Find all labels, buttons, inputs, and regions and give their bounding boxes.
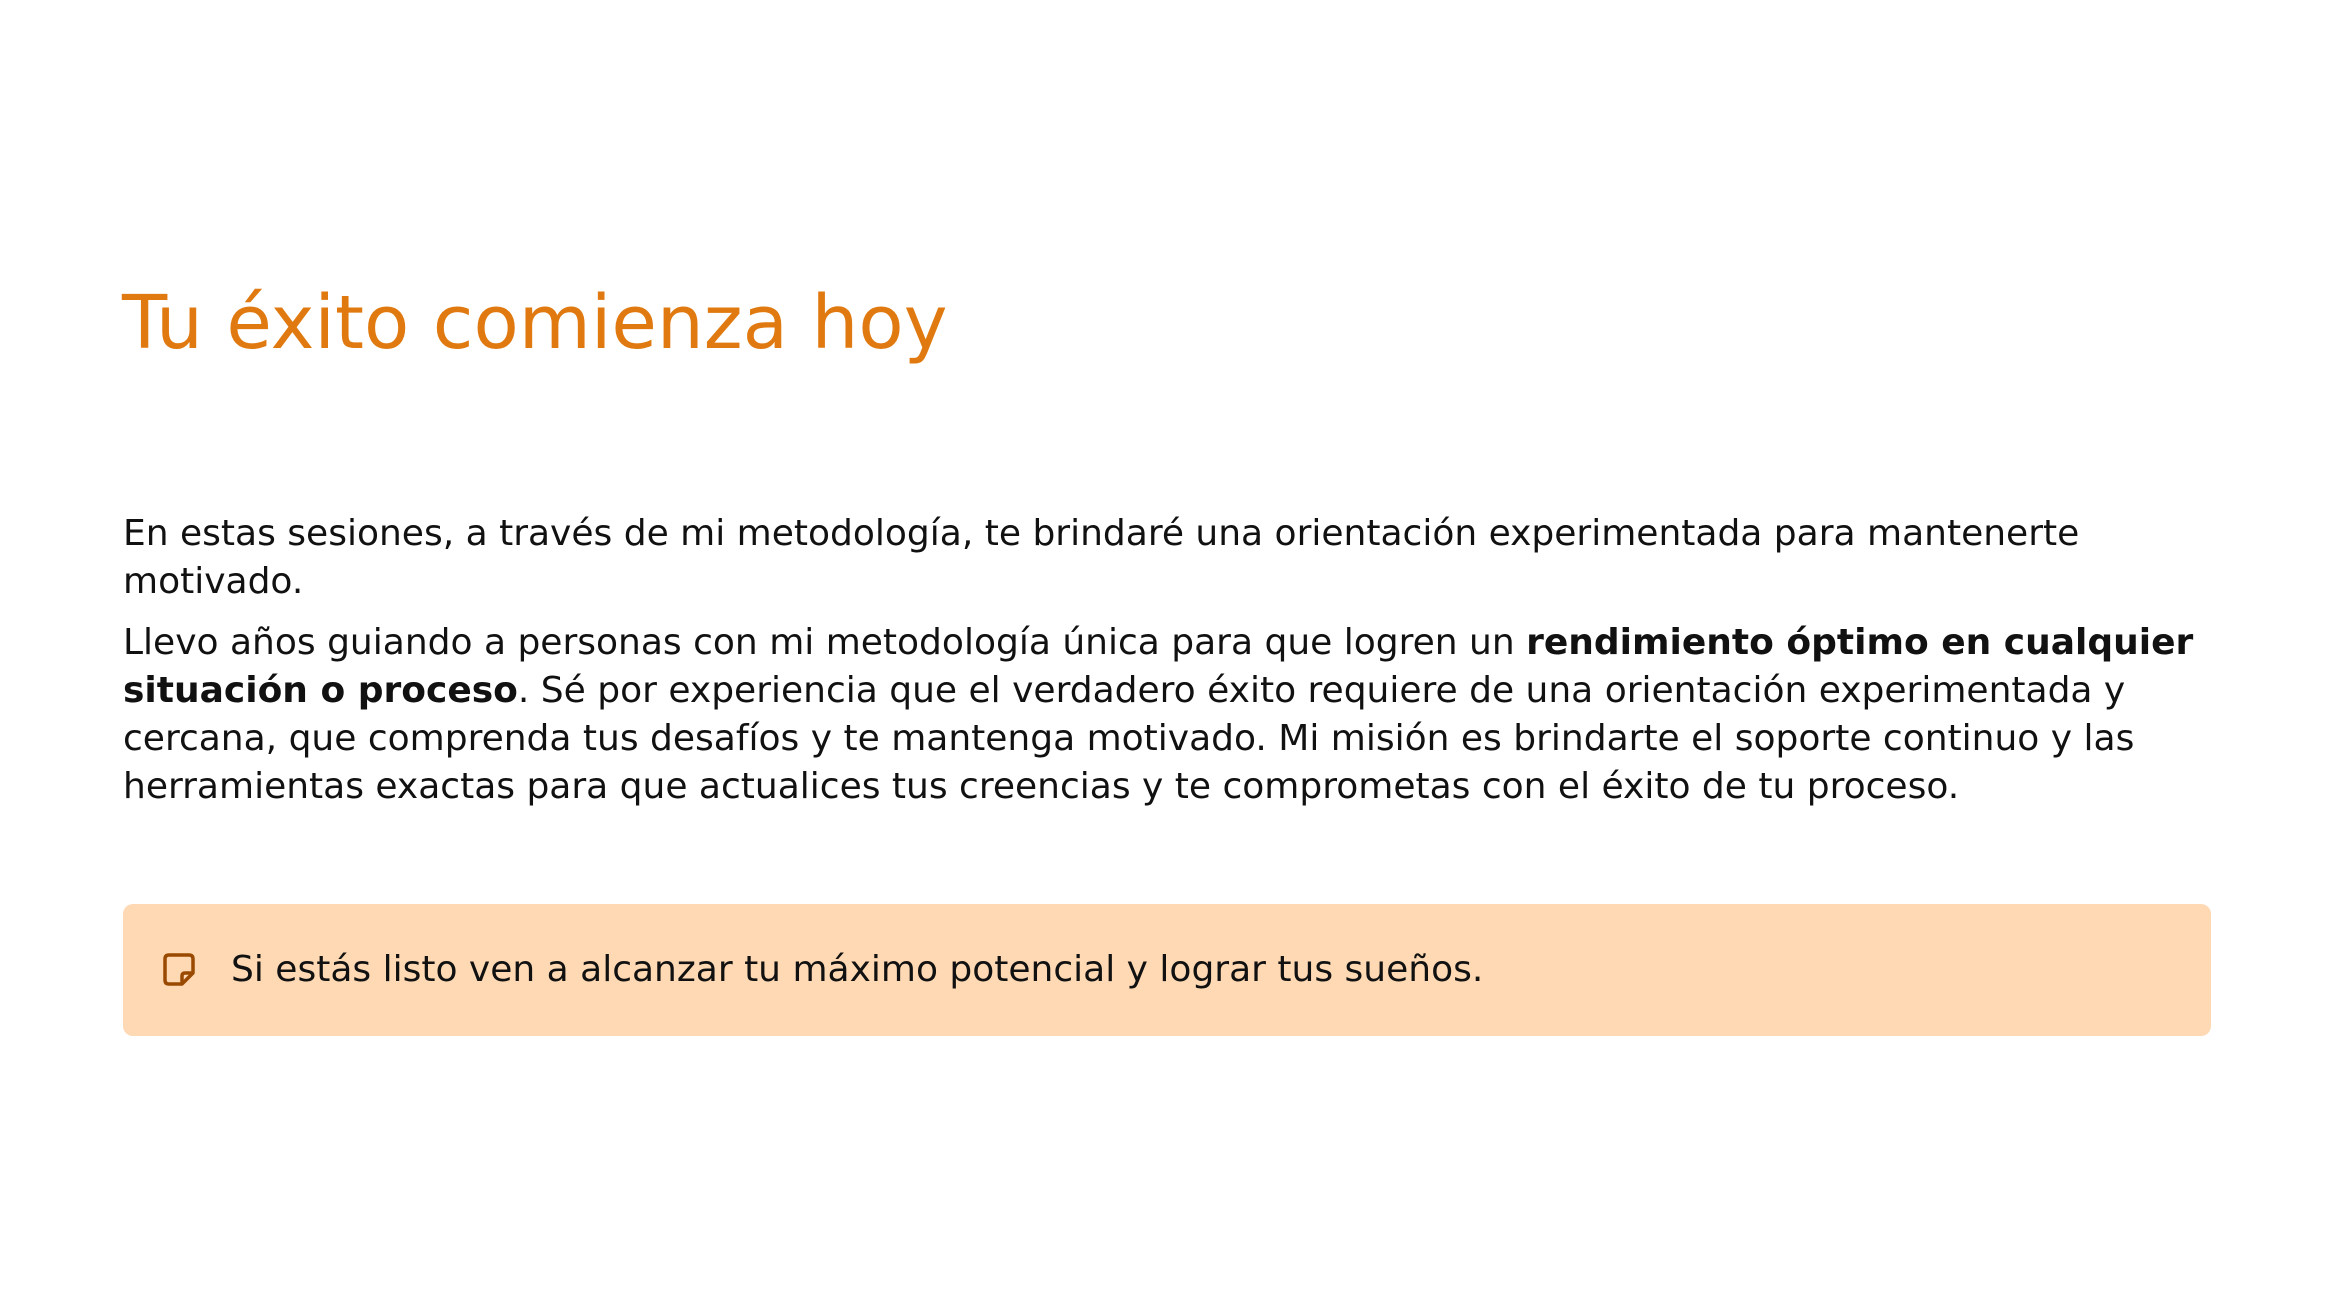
intro-paragraph: En estas sesiones, a través de mi metodología, te brindaré una orientación experimentada para mantenerte motivado. [123,513,2080,602]
experience-paragraph-highlight: rendimiento óptimo en cualquier situación o proceso [123,622,2194,711]
callout-text: Si estás listo ven a alcanzar tu máximo potencial y lograr tus sueños. [231,949,1484,990]
experience-paragraph [123,619,2233,811]
experience-paragraph-lead: Llevo años guiando a personas con mi metodología única para que logren un [123,622,1527,663]
slide-body [123,510,2233,824]
experience-paragraph-rest: . Sé por experiencia que el verdadero éxito requiere de una orientación experimentada y cercana, que comprenda tus desafíos y te mantenga motivado. Mi misión es brindarte el soporte continuo y las herramientas exactas para que actualices tus creencias y te comprometas con el éxito de tu proceso. [123,670,2135,807]
callout-box [123,904,2211,1036]
sticky-note-icon [159,950,199,990]
slide-title: Tu éxito comienza hoy [122,280,948,366]
